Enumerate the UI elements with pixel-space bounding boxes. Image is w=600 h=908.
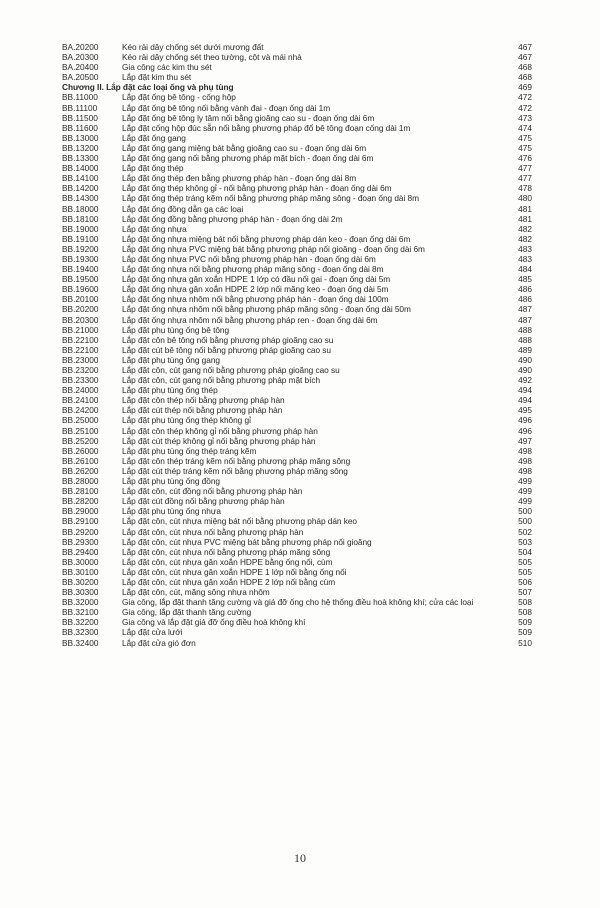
toc-item-page: 472	[518, 92, 532, 103]
toc-item-title: Kéo rải dây chống sét theo tường, cột và mái nhà	[122, 52, 302, 63]
toc-item-title: Lắp đặt ống đồng dẫn ga các loại	[122, 203, 244, 214]
chapter-heading-row	[0, 82, 600, 92]
toc-item-code: BB.24000	[62, 385, 99, 396]
toc-row	[0, 476, 600, 486]
toc-item-page: 490	[518, 354, 532, 365]
toc-item-code: BB.19300	[62, 253, 99, 264]
toc-item-code: BB.11000	[62, 92, 98, 103]
toc-item-page: 487	[518, 314, 532, 325]
toc-row	[0, 113, 600, 123]
toc-item-title: Lắp đặt cống hộp đúc sẵn nối bằng phương pháp đổ bê tông đoạn cống dài 1m	[122, 122, 411, 133]
toc-item-title: Lắp đặt ống nhựa nhôm nối bằng phương pháp măng sông - đoạn ống dài 50m	[122, 304, 411, 315]
toc-row	[0, 234, 600, 244]
toc-item-code: BB.25000	[62, 415, 99, 426]
toc-row	[0, 486, 600, 496]
toc-item-title: Lắp đặt ống bê tông ly tâm nối bằng gioăng cao su - đoạn ống dài 6m	[122, 112, 375, 123]
toc-row	[0, 355, 600, 365]
toc-row	[0, 315, 600, 325]
toc-row	[0, 224, 600, 234]
toc-item-code: BB.19200	[62, 243, 99, 254]
toc-row	[0, 405, 600, 415]
toc-item-title: Lắp đặt ống gang nối bằng phương pháp mặt bích - đoạn ống dài 6m	[122, 153, 374, 164]
toc-item-code: BB.19600	[62, 284, 99, 295]
toc-row	[0, 264, 600, 274]
toc-row	[0, 92, 600, 102]
toc-row	[0, 153, 600, 163]
toc-item-code: BB.18000	[62, 203, 99, 214]
toc-item-code: BB.19100	[62, 233, 99, 244]
chapter-title: Chương II. Lắp đặt các loại ống và phụ tùng	[62, 82, 234, 93]
toc-item-page: 481	[518, 203, 532, 214]
toc-item-page: 476	[518, 153, 532, 164]
toc-item-page: 469	[518, 82, 532, 93]
toc-item-title: Lắp đặt cút thép tráng kẽm nối bằng phương pháp măng sông	[122, 465, 348, 476]
toc-item-code: BB.13200	[62, 142, 99, 153]
toc-item-code: BB.29400	[62, 546, 99, 557]
toc-item-code: BA.20200	[62, 42, 99, 52]
toc-row	[0, 42, 600, 52]
toc-item-page: 496	[518, 425, 532, 436]
toc-item-page: 499	[518, 476, 532, 487]
toc-item-page: 478	[518, 183, 532, 194]
toc-item-page: 484	[518, 264, 532, 275]
toc-item-code: BB.30200	[62, 576, 99, 587]
toc-item-page: 505	[518, 566, 532, 577]
toc-row	[0, 193, 600, 203]
toc-item-code: BB.20200	[62, 304, 99, 315]
toc-row	[0, 516, 600, 526]
toc-item-code: BB.32000	[62, 597, 99, 608]
toc-item-title: Lắp đặt ống nhựa gân xoắn HDPE 2 lớp nối măng keo - đoạn ống dài 5m	[122, 284, 389, 295]
toc-item-page: 486	[518, 284, 532, 295]
toc-item-code: BB.25200	[62, 435, 99, 446]
toc-item-title: Lắp đặt cửa lưới	[122, 627, 183, 638]
toc-item-page: 498	[518, 445, 532, 456]
toc-row	[0, 375, 600, 385]
toc-item-code: BB.30000	[62, 556, 99, 567]
toc-item-title: Lắp đặt côn, cút nhựa gân xoắn HDPE 1 lớp nối bằng ống nối	[122, 566, 347, 577]
toc-item-code: BB.19000	[62, 223, 99, 234]
toc-row	[0, 62, 600, 72]
toc-item-page: 486	[518, 294, 532, 305]
toc-item-title: Lắp đặt phụ tùng ống gang	[122, 354, 220, 365]
toc-item-code: BB.30300	[62, 587, 99, 598]
toc-item-title: Lắp đặt côn, cút nhựa gân xoắn HDPE bằng ống nối, cùm	[122, 556, 333, 567]
toc-item-title: Lắp đặt côn, cút đồng nối bằng phương pháp hàn	[122, 486, 303, 497]
toc-row	[0, 325, 600, 335]
toc-item-title: Lắp đặt côn, cút nhựa nối bằng phương pháp măng sông	[122, 546, 331, 557]
toc-item-page: 494	[518, 395, 532, 406]
toc-row	[0, 496, 600, 506]
toc-item-code: BB.13000	[62, 132, 99, 143]
toc-row	[0, 627, 600, 637]
toc-row	[0, 214, 600, 224]
toc-item-page: 503	[518, 536, 532, 547]
toc-item-page: 507	[518, 587, 532, 598]
toc-row	[0, 365, 600, 375]
toc-item-code: BB.26100	[62, 455, 99, 466]
toc-item-title: Lắp đặt côn, cút, măng sông nhựa nhôm	[122, 587, 270, 598]
toc-item-title: Lắp đặt ống nhựa	[122, 223, 187, 234]
toc-item-title: Lắp đặt phụ tùng ống nhựa	[122, 506, 221, 517]
toc-item-title: Kéo rải dây chống sét dưới mương đất	[122, 42, 264, 52]
toc-row	[0, 284, 600, 294]
toc-item-title: Lắp đặt cút đồng nối bằng phương pháp hàn	[122, 496, 285, 507]
toc-row	[0, 638, 600, 648]
toc-item-code: BB.30100	[62, 566, 99, 577]
toc-item-page: 498	[518, 455, 532, 466]
toc-row	[0, 244, 600, 254]
toc-item-code: BB.26200	[62, 465, 99, 476]
toc-item-code: BB.32200	[62, 617, 99, 628]
toc-item-code: BB.29100	[62, 516, 99, 527]
table-of-contents	[0, 42, 600, 648]
toc-item-code: BB.32100	[62, 607, 99, 618]
toc-item-page: 502	[518, 526, 532, 537]
toc-item-title: Lắp đặt ống thép tráng kẽm nối bằng phương pháp măng sông - đoạn ống dài 8m	[122, 193, 419, 204]
toc-row	[0, 587, 600, 597]
toc-item-code: BB.18100	[62, 213, 99, 224]
toc-item-code: BB.19500	[62, 274, 99, 285]
toc-item-title: Lắp đặt ống nhựa nối bằng phương pháp măng sông - đoạn ống dài 8m	[122, 264, 384, 275]
toc-item-page: 497	[518, 435, 532, 446]
toc-row	[0, 436, 600, 446]
toc-row	[0, 607, 600, 617]
toc-item-title: Lắp đặt ống bê tông nối bằng vành đai - đoạn ống dài 1m	[122, 102, 331, 113]
toc-row	[0, 426, 600, 436]
toc-row	[0, 415, 600, 425]
toc-item-code: BB.11500	[62, 112, 98, 123]
toc-row	[0, 274, 600, 284]
toc-item-code: BB.28100	[62, 486, 99, 497]
toc-item-title: Lắp đặt phụ tùng ống thép tráng kẽm	[122, 445, 257, 456]
toc-row	[0, 103, 600, 113]
toc-item-title: Lắp đặt côn, cút gang nối bằng phương pháp mặt bích	[122, 375, 321, 386]
toc-item-code: BA.20400	[62, 62, 99, 73]
toc-item-page: 485	[518, 274, 532, 285]
toc-item-page: 467	[518, 52, 532, 63]
toc-item-title: Lắp đặt ống nhựa gân xoắn HDPE 1 lớp có đầu nối gai - đoạn ống dài 5m	[122, 274, 391, 285]
toc-item-code: BB.20300	[62, 314, 99, 325]
toc-item-code: BB.14100	[62, 173, 99, 184]
toc-row	[0, 204, 600, 214]
toc-row	[0, 254, 600, 264]
toc-item-page: 472	[518, 102, 532, 113]
toc-item-page: 510	[518, 637, 532, 648]
toc-row	[0, 143, 600, 153]
toc-item-title: Lắp đặt ống bê tông - cống hộp	[122, 92, 236, 103]
toc-item-title: Lắp đặt côn, cút nhựa gân xoắn HDPE 2 lớp nối bằng cùm	[122, 576, 336, 587]
toc-item-page: 468	[518, 62, 532, 73]
toc-item-title: Lắp đặt côn, cút gang nối bằng phương pháp gioăng cao su	[122, 365, 340, 375]
toc-item-title: Lắp đặt ống nhựa PVC nối bằng phương pháp hàn - đoạn ống dài 6m	[122, 253, 376, 264]
toc-item-title: Lắp đặt cửa gió đơn	[122, 637, 196, 648]
toc-item-page: 504	[518, 546, 532, 557]
toc-row	[0, 506, 600, 516]
toc-row	[0, 547, 600, 557]
toc-item-code: BB.23200	[62, 365, 99, 375]
toc-item-page: 488	[518, 334, 532, 345]
toc-item-page: 509	[518, 627, 532, 638]
toc-item-page: 495	[518, 405, 532, 416]
toc-item-page: 489	[518, 344, 532, 355]
toc-item-code: BB.28000	[62, 476, 99, 487]
toc-item-title: Lắp đặt phụ tùng ống thép không gỉ	[122, 415, 251, 426]
toc-item-title: Lắp đặt côn, cút nhựa PVC miệng bát bằng phương pháp nối gioăng	[122, 536, 372, 547]
toc-row	[0, 466, 600, 476]
toc-row	[0, 385, 600, 395]
toc-item-page: 500	[518, 506, 532, 517]
toc-row	[0, 597, 600, 607]
toc-row	[0, 72, 600, 82]
toc-item-title: Lắp đặt kim thu sét	[122, 72, 192, 83]
toc-item-title: Lắp đặt cút thép nối bằng phương pháp hàn	[122, 405, 283, 416]
toc-item-page: 482	[518, 223, 532, 234]
toc-row	[0, 163, 600, 173]
toc-row	[0, 173, 600, 183]
toc-row	[0, 567, 600, 577]
toc-item-title: Lắp đặt ống thép	[122, 163, 184, 174]
toc-item-title: Lắp đặt côn thép không gỉ nối bằng phương pháp hàn	[122, 425, 318, 436]
toc-item-code: BB.24200	[62, 405, 99, 416]
toc-item-page: 505	[518, 556, 532, 567]
toc-item-code: BB.24100	[62, 395, 99, 406]
toc-item-page: 473	[518, 112, 532, 123]
toc-item-page: 483	[518, 243, 532, 254]
toc-row	[0, 183, 600, 193]
toc-item-title: Lắp đặt phụ tùng ống thép	[122, 385, 218, 396]
toc-item-page: 508	[518, 607, 532, 618]
toc-item-title: Lắp đặt ống nhựa PVC miệng bát bằng phương pháp nối gioăng - đoạn ống dài 6m	[122, 243, 425, 254]
toc-item-code: BB.20100	[62, 294, 99, 305]
toc-row	[0, 52, 600, 62]
page-number: 10	[294, 851, 306, 865]
toc-item-title: Lắp đặt ống gang miệng bát bằng gioăng cao su - đoạn ống dài 6m	[122, 142, 367, 153]
toc-item-code: BB.21000	[62, 324, 99, 335]
toc-item-page: 506	[518, 576, 532, 587]
toc-item-title: Gia công các kim thu sét	[122, 62, 212, 73]
toc-item-code: BB.32300	[62, 627, 99, 638]
toc-item-code: BB.28200	[62, 496, 99, 507]
toc-item-page: 509	[518, 617, 532, 628]
toc-row	[0, 617, 600, 627]
toc-item-page: 474	[518, 122, 532, 133]
toc-item-page: 477	[518, 163, 532, 174]
toc-item-page: 499	[518, 486, 532, 497]
toc-item-title: Lắp đặt côn, cút nhựa nối bằng phương pháp hàn	[122, 526, 304, 537]
toc-item-code: BB.14200	[62, 183, 99, 194]
toc-row	[0, 133, 600, 143]
toc-item-title: Lắp đặt ống nhựa nhôm nối bằng phương pháp ren - đoạn ống dài 6m	[122, 314, 378, 325]
toc-item-page: 496	[518, 415, 532, 426]
toc-item-code: BB.13300	[62, 153, 99, 164]
toc-row	[0, 335, 600, 345]
toc-item-code: BB.29000	[62, 506, 99, 517]
toc-item-code: BB.19400	[62, 264, 99, 275]
toc-item-title: Lắp đặt cút thép không gỉ nối bằng phương pháp hàn	[122, 435, 316, 446]
toc-item-title: Lắp đặt ống thép đen bằng phương pháp hàn - đoạn ống dài 8m	[122, 173, 357, 184]
toc-item-page: 494	[518, 385, 532, 396]
toc-item-code: BB.29200	[62, 526, 99, 537]
toc-item-code: BB.22100	[62, 344, 99, 355]
toc-item-title: Lắp đặt côn, cút nhựa miệng bát nối bằng phương pháp dán keo	[122, 516, 357, 527]
toc-item-page: 498	[518, 465, 532, 476]
toc-row	[0, 123, 600, 133]
toc-item-page: 500	[518, 516, 532, 527]
toc-item-page: 482	[518, 233, 532, 244]
toc-item-page: 487	[518, 304, 532, 315]
toc-row	[0, 537, 600, 547]
toc-item-title: Lắp đặt ống thép không gỉ - nối bằng phương pháp hàn - đoạn ống dài 6m	[122, 183, 392, 194]
toc-item-page: 468	[518, 72, 532, 83]
toc-item-title: Lắp đặt ống nhựa miệng bát nối bằng phương pháp dán keo - đoạn ống dài 6m	[122, 233, 411, 244]
toc-item-code: BB.14000	[62, 163, 99, 174]
toc-row	[0, 294, 600, 304]
toc-row	[0, 395, 600, 405]
toc-item-code: BB.22100	[62, 334, 99, 345]
toc-row	[0, 345, 600, 355]
toc-row	[0, 304, 600, 314]
toc-item-code: BB.23000	[62, 354, 99, 365]
toc-item-code: BB.14300	[62, 193, 99, 204]
toc-row	[0, 527, 600, 537]
toc-item-title: Lắp đặt côn bê tông nối bằng phương pháp gioăng cao su	[122, 334, 334, 345]
toc-item-page: 488	[518, 324, 532, 335]
toc-item-title: Gia công, lắp đặt thanh tăng cường và giá đỡ ống cho hệ thống điều hoà không khí; cửa các loại	[122, 597, 474, 608]
toc-item-code: BB.11600	[62, 122, 98, 133]
toc-item-page: 492	[518, 375, 532, 386]
toc-item-code: BA.20300	[62, 52, 99, 63]
toc-item-page: 483	[518, 253, 532, 264]
toc-item-title: Lắp đặt côn thép tráng kẽm nối bằng phương pháp măng sông	[122, 455, 351, 466]
toc-item-title: Lắp đặt ống đồng bằng phương pháp hàn - đoạn ống dài 2m	[122, 213, 343, 224]
toc-item-page: 475	[518, 142, 532, 153]
toc-item-title: Gia công và lắp đặt giá đỡ ống điều hoà không khí	[122, 617, 306, 628]
toc-item-code: BA.20500	[62, 72, 99, 83]
toc-row	[0, 446, 600, 456]
toc-item-code: BB.32400	[62, 637, 99, 648]
toc-item-page: 490	[518, 365, 532, 375]
toc-item-code: BB.23300	[62, 375, 99, 386]
toc-item-code: BB.29300	[62, 536, 99, 547]
toc-item-page: 477	[518, 173, 532, 184]
toc-item-page: 475	[518, 132, 532, 143]
toc-item-code: BB.11100	[62, 102, 98, 113]
toc-row	[0, 577, 600, 587]
toc-item-page: 481	[518, 213, 532, 224]
toc-item-title: Lắp đặt phụ tùng ống bê tông	[122, 324, 230, 335]
toc-item-title: Lắp đặt ống nhựa nhôm nối bằng phương pháp hàn - đoạn ống dài 100m	[122, 294, 389, 305]
toc-item-title: Lắp đặt phụ tùng ống đồng	[122, 476, 220, 487]
toc-item-code: BB.25100	[62, 425, 99, 436]
toc-item-page: 499	[518, 496, 532, 507]
toc-item-page: 467	[518, 42, 532, 52]
toc-item-title: Gia công, lắp đặt thanh tăng cường	[122, 607, 252, 618]
toc-item-code: BB.26000	[62, 445, 99, 456]
toc-item-title: Lắp đặt cút bê tông nối bằng phương pháp gioăng cao su	[122, 344, 331, 355]
toc-item-page: 480	[518, 193, 532, 204]
toc-row	[0, 456, 600, 466]
toc-item-title: Lắp đặt côn thép nối bằng phương pháp hàn	[122, 395, 285, 406]
toc-item-page: 508	[518, 597, 532, 608]
toc-row	[0, 557, 600, 567]
toc-item-title: Lắp đặt ống gang	[122, 132, 186, 143]
